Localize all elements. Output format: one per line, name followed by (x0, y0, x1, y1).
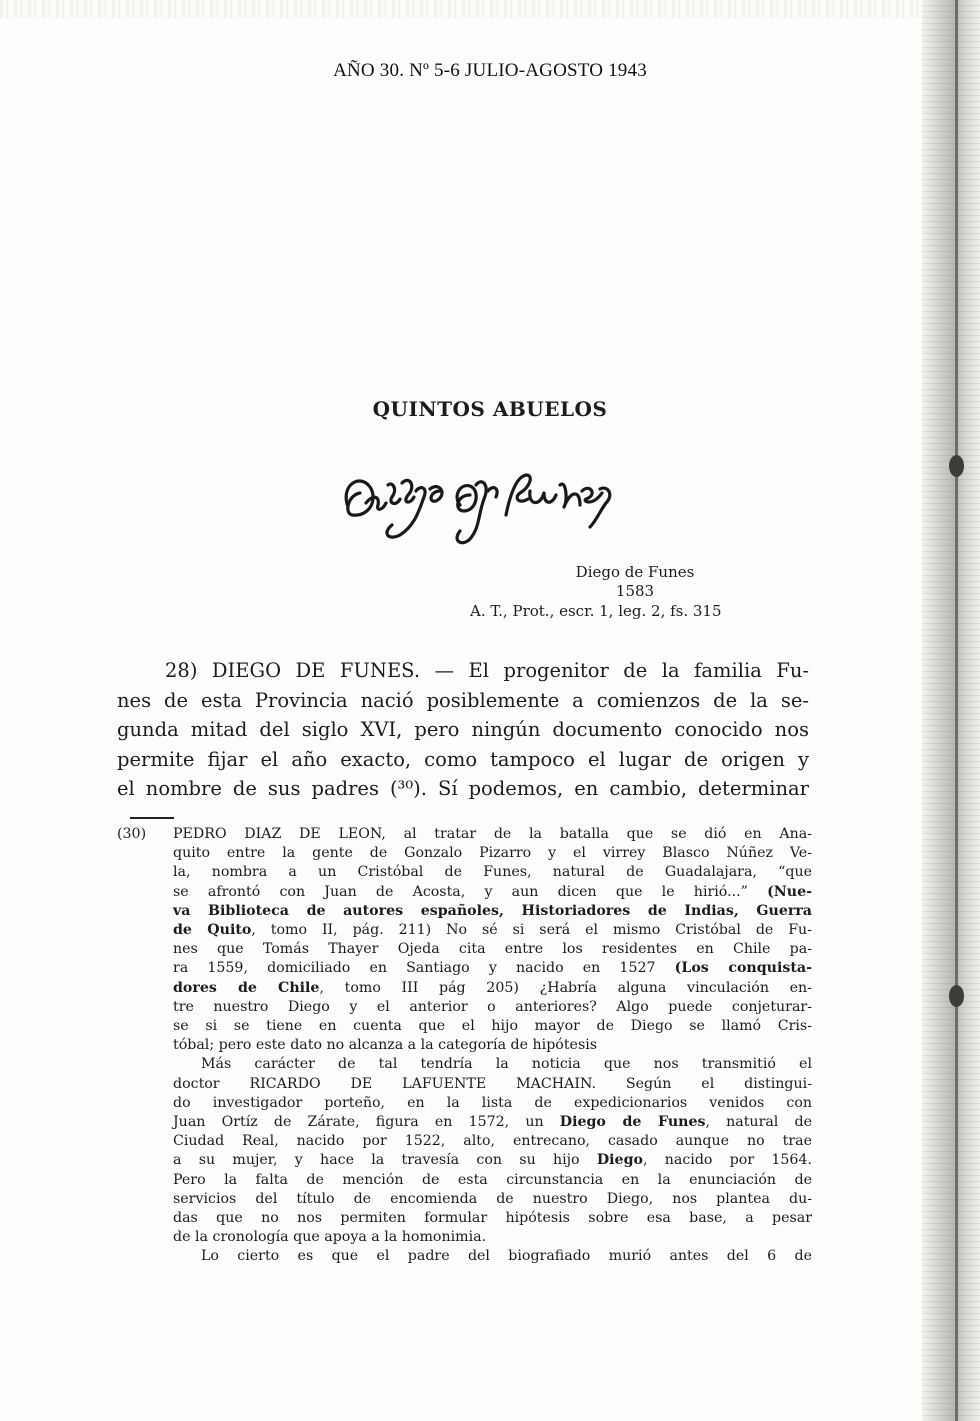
footnote-line: ra 1559, domiciliado en Santiago y nacido en 1527 (Los conquista- (173, 960, 812, 977)
footnote-line: servicios del título de encomienda de nuestro Diego, nos plantea du- (173, 1190, 812, 1207)
binding-knot (949, 455, 964, 477)
footnote-line: Ciudad Real, nacido por 1522, alto, entrecano, casado aunque no trae (173, 1133, 812, 1150)
signature-caption-reference: A. T., Prot., escr. 1, leg. 2, fs. 315 (470, 602, 722, 620)
footnote-line: la, nombra a un Cristóbal de Funes, natural de Guadalajara, “que (173, 864, 812, 881)
footnote-line: Pero la falta de mención de esta circunstancia en la enunciación de (173, 1171, 812, 1188)
footnote-line: se afrontó con Juan de Acosta, y aun dicen que le hirió...” (Nue- (173, 883, 812, 900)
footnote-line: Más carácter de tal tendría la noticia que nos transmitió el (201, 1056, 812, 1073)
footnote-line: dores de Chile, tomo III pág 205) ¿Habría alguna vinculación en- (173, 979, 812, 996)
footnote-body (173, 825, 812, 1267)
footnote-line: quito entre la gente de Gonzalo Pizarro y el virrey Blasco Núñez Ve- (173, 845, 812, 862)
footnote-line: se si se tiene en cuenta que el hijo mayor de Diego se llamó Cris- (173, 1018, 812, 1035)
footnote-number: (30) (117, 826, 147, 842)
footnote-line: tóbal; pero este dato no alcanza a la categoría de hipótesis (173, 1037, 598, 1054)
journal-header: AÑO 30. Nº 5-6 JULIO-AGOSTO 1943 (333, 60, 647, 81)
footnote-line: do investigador porteño, en la lista de expedicionarios venidos con (173, 1094, 812, 1111)
footnote-divider (130, 817, 174, 819)
body-line: 28) DIEGO DE FUNES. — El progenitor de la familia Fu- (165, 659, 809, 682)
footnote-line: tre nuestro Diego y el anterior o anteriores? Algo puede conjeturar- (173, 998, 812, 1015)
footnote-line: Juan Ortíz de Zárate, figura en 1572, un Diego de Funes, natural de (173, 1114, 812, 1131)
binding-edge (922, 0, 980, 1421)
footnote-line: de Quito, tomo II, pág. 211) No sé si será el mismo Cristóbal de Fu- (173, 922, 812, 939)
body-line: gunda mitad del siglo XVI, pero ningún documento conocido nos (117, 718, 809, 741)
footnote-line: a su mujer, y hace la travesía con su hijo Diego, nacido por 1564. (173, 1152, 812, 1169)
footnote-line: das que no nos permiten formular hipótesis sobre esa base, a pesar (173, 1210, 812, 1227)
footnote-line: va Biblioteca de autores españoles, Historiadores de Indias, Guerra (173, 902, 812, 919)
main-paragraph (117, 656, 809, 804)
footnote-line: de la cronología que apoya a la homonimia. (173, 1229, 487, 1246)
body-line: permite fijar el año exacto, como tampoco el lugar de origen y (117, 747, 809, 771)
binding-knot (949, 985, 964, 1007)
body-line: el nombre de sus padres (³⁰). Sí podemos, en cambio, determinar (117, 777, 809, 800)
footnote (117, 825, 812, 1267)
scan-noise-band (0, 0, 930, 18)
footnote-line: PEDRO DIAZ DE LEON, al tratar de la batalla que se dió en Ana- (173, 826, 812, 842)
signature-caption-year: 1583 (615, 582, 655, 600)
body-line: nes de esta Provincia nació posiblemente a comienzos de la se- (117, 688, 809, 712)
section-title: QUINTOS ABUELOS (372, 397, 608, 421)
footnote-line: Lo cierto es que el padre del biografiado murió antes del 6 de (201, 1248, 812, 1265)
signature-caption-name: Diego de Funes (575, 563, 695, 581)
footnote-line: doctor RICARDO DE LAFUENTE MACHAIN. Según el distingui- (173, 1075, 812, 1092)
handwritten-signature (330, 455, 620, 555)
footnote-line: nes que Tomás Thayer Ojeda cita entre los residentes en Chile pa- (173, 941, 812, 958)
